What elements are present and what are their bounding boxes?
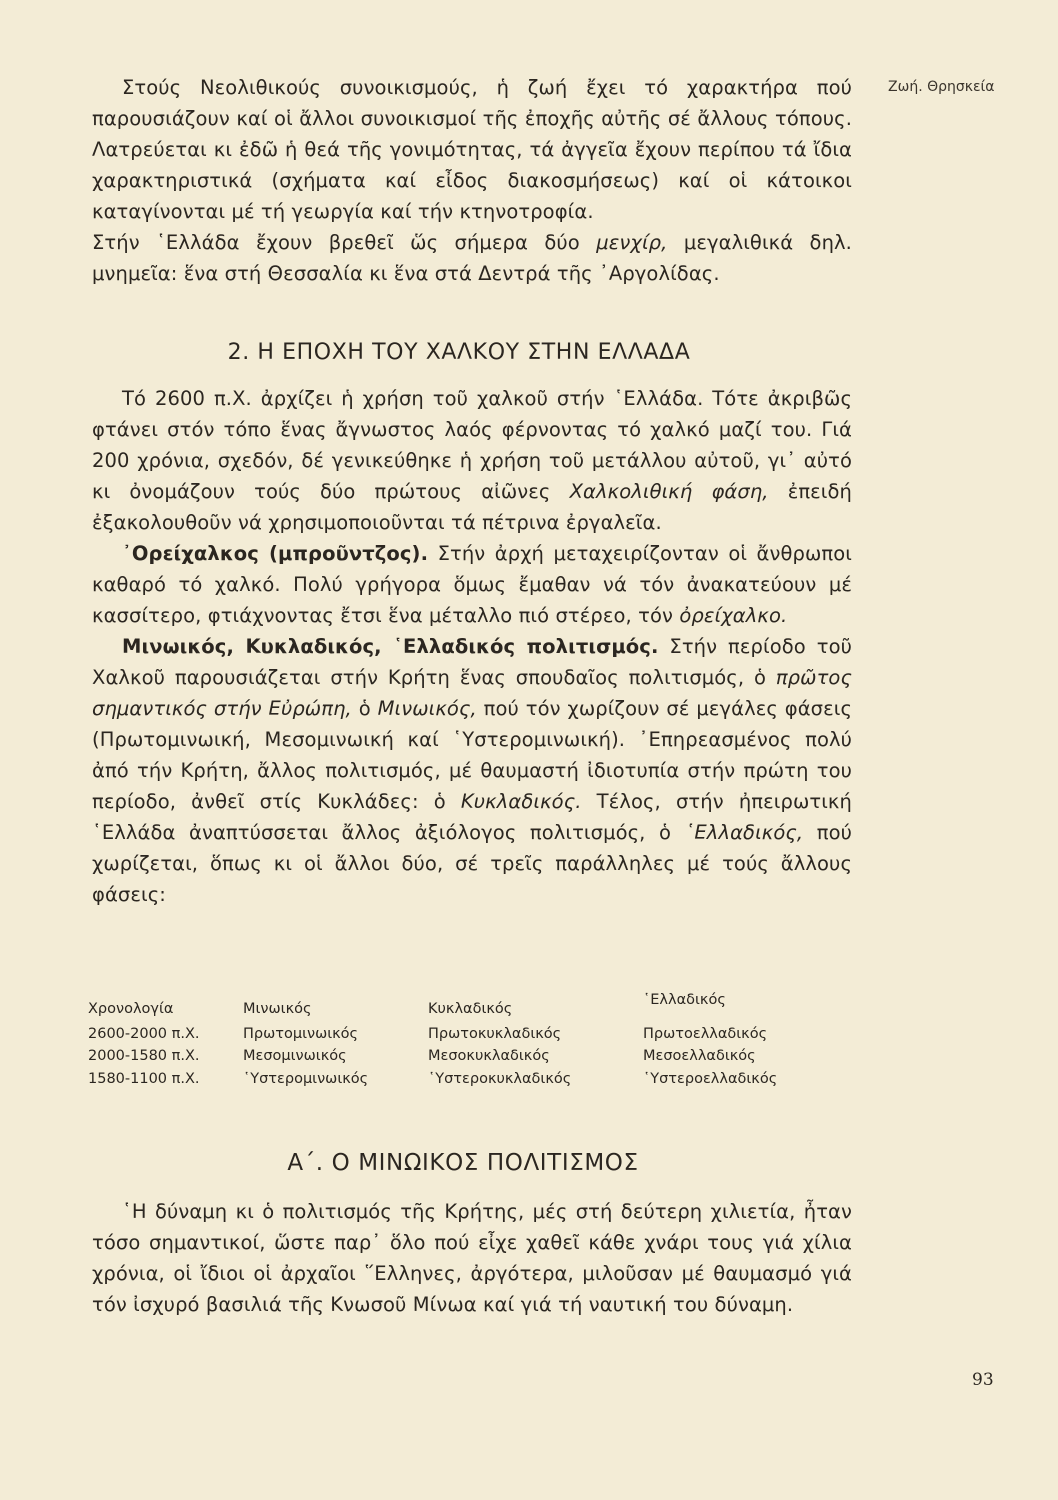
intro-paragraph-2 xyxy=(92,227,852,289)
bold-lead-civilizations: Μινωικός, Κυκλαδικός, ῾Ελλαδικός πολιτισμός. xyxy=(122,635,659,658)
emphasis-orichalcum: ὀρείχαλκο. xyxy=(679,604,788,627)
table-header-cell: Κυκλαδικός xyxy=(428,1001,513,1017)
section-2-body xyxy=(92,383,852,910)
table-cell: Πρωτοκυκλαδικός xyxy=(428,1025,562,1042)
table-cell: ῾Υστεροελλαδικός xyxy=(643,1070,778,1087)
text-run: Τέλος, στήν ἠπειρωτική ῾Ελλάδα ἀναπτύσσεται ἄλλος ἀξιόλογος πολιτισμός, ὁ xyxy=(92,790,852,844)
table-header-cell: ῾Ελλαδικός xyxy=(643,992,726,1008)
table-cell: 1580-1100 π.Χ. xyxy=(88,1070,200,1087)
text-run: πού χωρίζεται, ὅπως κι οἱ ἄλλοι δύο, σέ τρεῖς παράλληλες μέ τούς ἄλλους φάσεις: xyxy=(92,821,852,906)
intro-text xyxy=(92,72,852,289)
emphasis-chalcolithic: Χαλκολιθική φάση, xyxy=(569,480,769,503)
text-run: πού τόν χωρίζουν σέ μεγάλες φάσεις (Πρωτομινωική, Μεσομινωική καί ῾Υστερομινωική). ᾿Επηρεασμένος πολύ ἀπό τήν Κρήτη, ἄλλος πολιτισμός, μέ θαυμαστή ἰδιοτυπία στήν πρώτη του περίοδο, ἀνθεῖ στίς Κυκλάδες: ὁ xyxy=(92,697,853,813)
emphasis-menhir: μενχίρ, xyxy=(596,231,668,254)
page-number: 93 xyxy=(972,1370,994,1390)
intro-paragraph-1: Στούς Νεολιθικούς συνοικισμούς, ἡ ζωή ἔχει τό χαρακτήρα πού παρουσιάζουν καί οἱ ἄλλοι συνοικισμοί τῆς ἐποχῆς αὐτῆς σέ ἄλλους τόπους. Λατρεύεται κι ἐδῶ ἡ θεά τῆς γονιμότητας, τά ἀγγεῖα ἔχουν περίπου τά ἴδια χαρακτηριστικά (σχήματα καί εἶδος διακοσμήσεως) καί οἱ κάτοικοι καταγίνονται μέ τή γεωργία καί τήν κτηνοτροφία. xyxy=(92,76,852,223)
section-a-body xyxy=(92,1196,852,1320)
emphasis-first-in-europe: πρῶτος σημαντικός στήν Εὐρώπη, xyxy=(92,666,852,720)
table-cell: Μεσοελλαδικός xyxy=(643,1048,756,1064)
table-header-cell: Χρονολογία xyxy=(88,1001,174,1017)
text-run: μεγαλιθικά δηλ. μνημεῖα: ἕνα στή Θεσσαλία κι ἕνα στά Δεντρά τῆς ᾿Αργολίδας. xyxy=(92,231,852,285)
emphasis-helladic: ῾Ελλαδικός, xyxy=(684,821,804,844)
table-cell: Μεσομινωικός xyxy=(243,1048,347,1064)
section-a-title-text: Α΄. Ο ΜΙΝΩΙΚΟΣ ΠΟΛΙΤΙΣΜΟΣ xyxy=(287,1150,639,1176)
table-row xyxy=(88,1068,818,1091)
table-header-row xyxy=(88,992,818,1021)
section-2-title xyxy=(0,340,1058,365)
table-header-cell: Μινωικός xyxy=(243,1001,312,1017)
table-cell: Πρωτοελλαδικός xyxy=(643,1025,768,1042)
text-run: Τό 2600 π.Χ. ἀρχίζει ἡ χρήση τοῦ χαλκοῦ στήν ῾Ελλάδα. Τότε ἀκριβῶς φτάνει στόν τόπο ἕνας ἄγνωστος λαός φέρνοντας τό χαλκό μαζί του. Γιά 200 χρόνια, σχεδόν, δέ γενικεύθηκε ἡ χρήση τοῦ μετάλλου αὐτοῦ, γι᾿ αὐτό κι ὀνομάζουν τούς δύο πρώτους αἰῶνες xyxy=(92,387,852,503)
table-cell: ῾Υστερομινωικός xyxy=(243,1070,369,1087)
table-row xyxy=(88,1045,818,1068)
table-cell: Μεσοκυκλαδικός xyxy=(428,1048,550,1064)
chronology-table xyxy=(88,992,818,1090)
table-cell: 2600-2000 π.Χ. xyxy=(88,1025,200,1042)
text-run: Στήν ῾Ελλάδα ἔχουν βρεθεῖ ὥς σήμερα δύο xyxy=(92,231,597,254)
emphasis-minoan: Μινωικός, xyxy=(377,697,477,720)
bold-lead-orichalcum: ᾿Ορείχαλκος (μπροῦντζος). xyxy=(122,542,429,565)
section-2-title-text: 2. Η ΕΠΟΧΗ ΤΟΥ ΧΑΛΚΟΥ ΣΤΗΝ ΕΛΛΑΔΑ xyxy=(227,340,691,365)
text-run: ὁ xyxy=(351,697,378,720)
table-cell: ῾Υστεροκυκλαδικός xyxy=(428,1070,572,1087)
table-cell: 2000-1580 π.Χ. xyxy=(88,1048,200,1064)
section-a-paragraph-1: ῾Η δύναμη κι ὁ πολιτισμός τῆς Κρήτης, μές στή δεύτερη χιλιετία, ἦταν τόσο σημαντικοί, ὥστε παρ᾿ ὅλο πού εἶχε χαθεῖ κάθε χνάρι τους γιά χίλια χρόνια, οἱ ἴδιοι οἱ ἀρχαῖοι ῞Ελληνες, ἀργότερα, μιλοῦσαν μέ θαυμασμό γιά τόν ἰσχυρό βασιλιά τῆς Κνωσοῦ Μίνωα καί γιά τή ναυτική του δύναμη. xyxy=(92,1200,852,1316)
table-cell: Πρωτομινωικός xyxy=(243,1025,359,1042)
table-row xyxy=(88,1023,818,1046)
section-a-title xyxy=(0,1150,1058,1176)
text-run: Στήν περίοδο τοῦ Χαλκοῦ παρουσιάζεται στήν Κρήτη ἕνας σπουδαῖος πολιτισμός, ὁ xyxy=(92,635,852,689)
text-run: Στήν ἀρχή μεταχειρίζονταν οἱ ἄνθρωποι καθαρό τό χαλκό. Πολύ γρήγορα ὅμως ἔμαθαν νά τόν ἀνακατεύουν μέ κασσίτερο, φτιάχνοντας ἔτσι ἕνα μέταλλο πιό στέρεο, τόν xyxy=(92,542,852,627)
section-2-paragraph-3 xyxy=(92,631,852,910)
margin-note: Ζωή. Θρησκεία xyxy=(888,79,995,95)
emphasis-cycladic: Κυκλαδικός. xyxy=(460,790,582,813)
section-2-paragraph-2 xyxy=(92,538,852,631)
section-2-paragraph-1 xyxy=(92,383,852,538)
text-run: ἐπειδή ἐξακολουθοῦν νά χρησιμοποιοῦνται τά πέτρινα ἐργαλεῖα. xyxy=(92,480,852,534)
